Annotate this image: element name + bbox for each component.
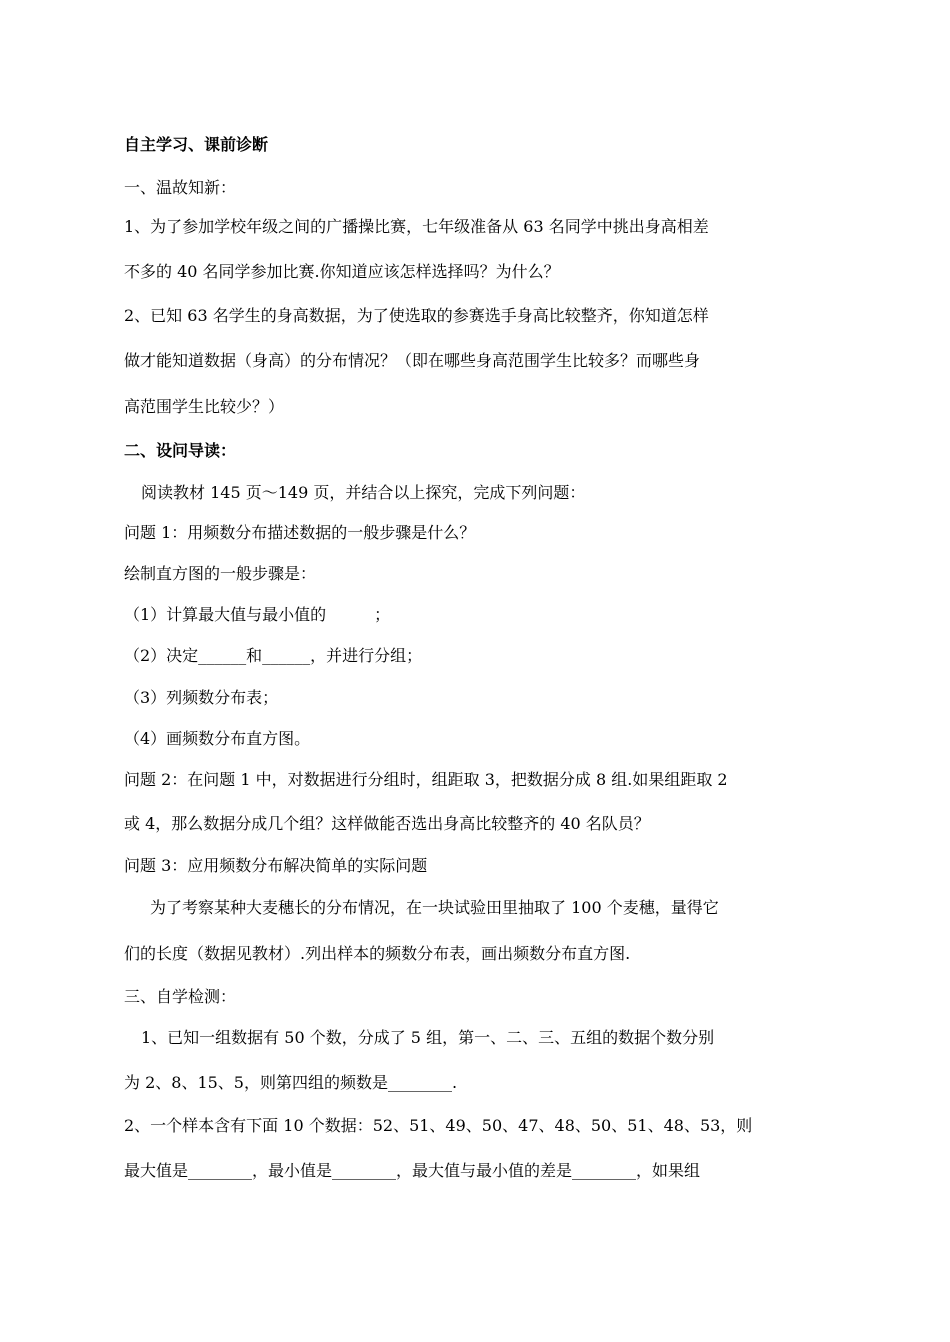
check-1-line-2: 为 2、8、15、5，则第四组的频数是________.: [124, 1073, 458, 1092]
step-1: （1）计算最大值与最小值的 ；: [124, 605, 391, 624]
question-2-line-2: 做才能知道数据（身高）的分布情况？（即在哪些身高范围学生比较多？而哪些身: [124, 351, 701, 370]
page-title: 自主学习、课前诊断: [124, 135, 269, 154]
reading-instruction: 阅读教材 145 页～149 页，并结合以上探究，完成下列问题：: [141, 483, 586, 502]
section-1-heading: 一、温故知新：: [124, 178, 237, 197]
question-2-line-3: 高范围学生比较少？）: [124, 397, 285, 416]
problem-3-line-1: 为了考察某种大麦穗长的分布情况，在一块试验田里抽取了 100 个麦穗，量得它: [150, 898, 719, 917]
problem-2-line-1: 问题 2：在问题 1 中，对数据进行分组时，组距取 3，把数据分成 8 组.如果组距取 2: [124, 770, 728, 789]
question-1-line-1: 1、为了参加学校年级之间的广播操比赛，七年级准备从 63 名同学中挑出身高相差: [124, 217, 709, 236]
problem-1: 问题 1：用频数分布描述数据的一般步骤是什么？: [124, 523, 476, 542]
step-3: （3）列频数分布表；: [124, 688, 279, 707]
question-1-line-2: 不多的 40 名同学参加比赛.你知道应该怎样选择吗？为什么？: [124, 262, 560, 281]
problem-3: 问题 3：应用频数分布解决简单的实际问题: [124, 856, 428, 875]
step-2: （2）决定______和______，并进行分组；: [124, 646, 423, 665]
check-2-line-1: 2、一个样本含有下面 10 个数据：52、51、49、50、47、48、50、51、48、53，则: [124, 1116, 753, 1135]
step-4: （4）画频数分布直方图。: [124, 729, 311, 748]
check-1-line-1: 1、已知一组数据有 50 个数，分成了 5 组，第一、二、三、五组的数据个数分别: [141, 1028, 715, 1047]
problem-3-line-2: 们的长度（数据见教材）.列出样本的频数分布表，画出频数分布直方图.: [124, 944, 631, 963]
problem-2-line-2: 或 4，那么数据分成几个组？这样做能否选出身高比较整齐的 40 名队员？: [124, 814, 650, 833]
check-2-line-2: 最大值是________，最小值是________，最大值与最小值的差是________，如果组: [124, 1161, 701, 1180]
section-2-heading: 二、设问导读：: [124, 441, 237, 460]
question-2-line-1: 2、已知 63 名学生的身高数据，为了使选取的参赛选手身高比较整齐，你知道怎样: [124, 306, 709, 325]
section-3-heading: 三、自学检测：: [124, 987, 237, 1006]
histogram-steps-heading: 绘制直方图的一般步骤是：: [124, 564, 317, 583]
